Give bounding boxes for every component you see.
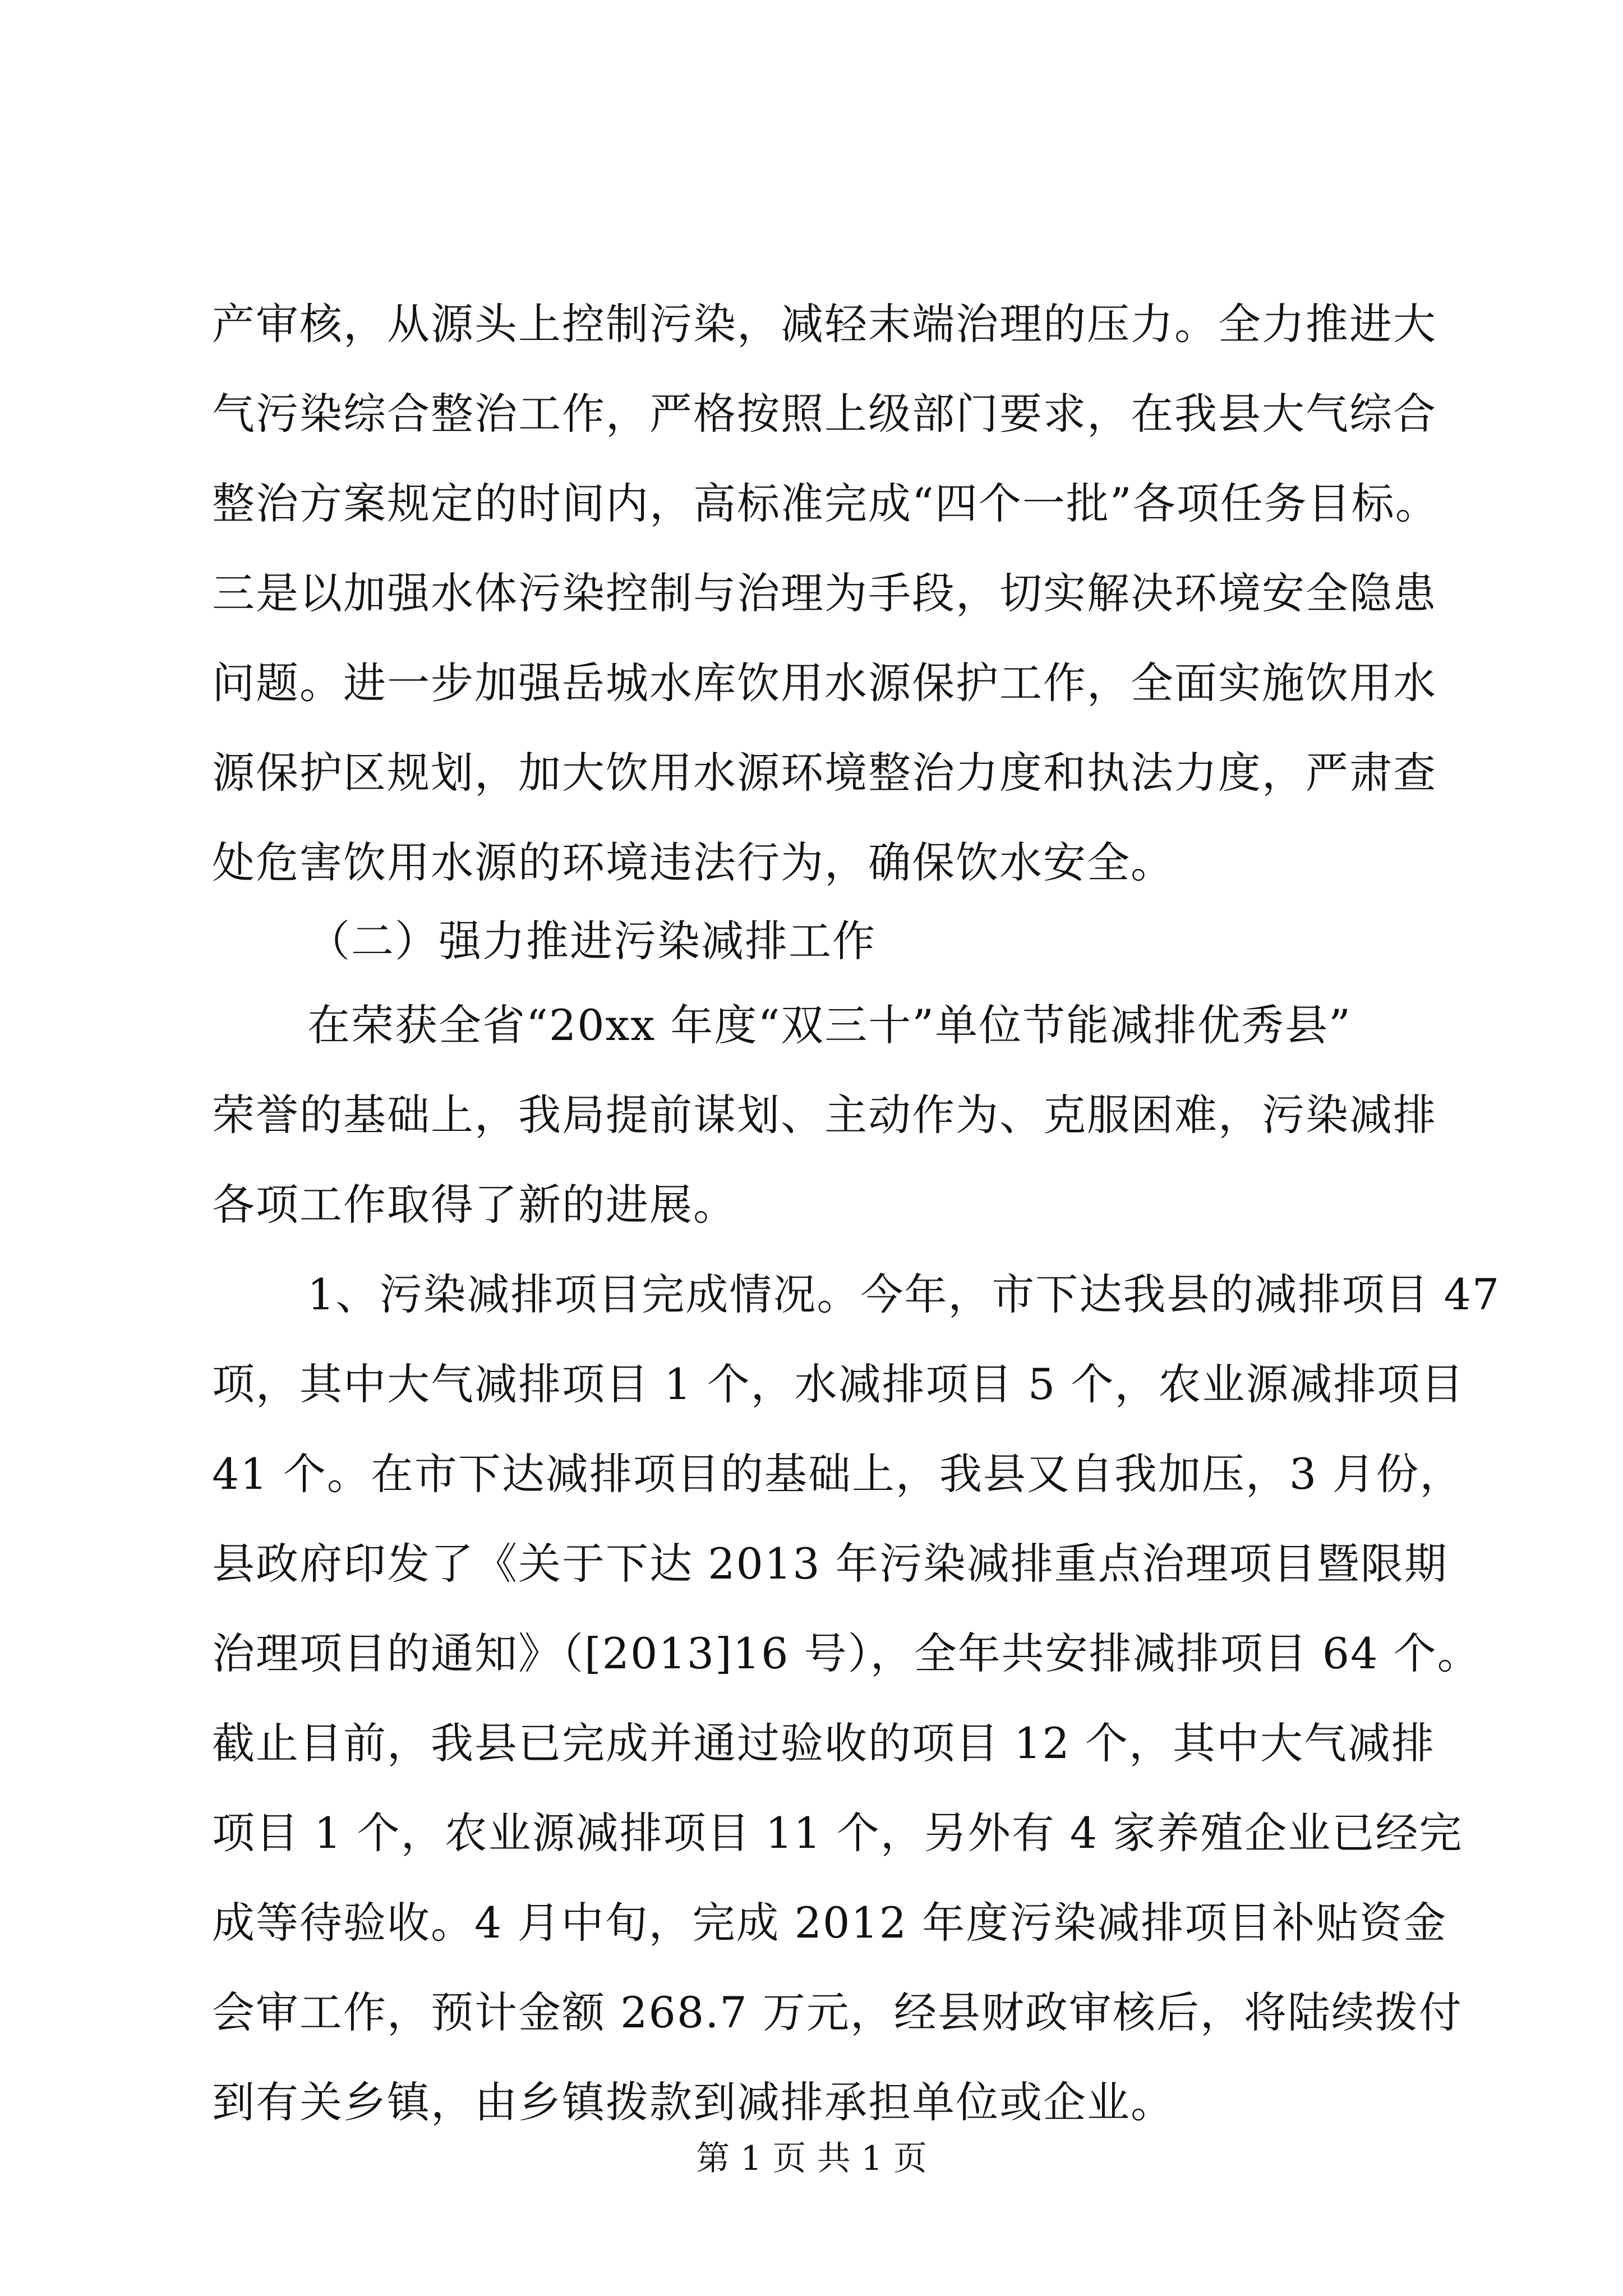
- text-line: 成等待验收。4 月中旬，完成 2012 年度污染减排项目补贴资金: [212, 1898, 1447, 1948]
- text-line: 处危害饮用水源的环境违法行为，确保饮水安全。: [212, 838, 1174, 887]
- text-line: 项目 1 个，农业源减排项目 11 个，另外有 4 家养殖企业已经完: [212, 1808, 1463, 1858]
- text-line: 三是以加强水体污染控制与治理为手段，切实解决环境安全隐患: [212, 568, 1437, 618]
- text-line: 项，其中大气减排项目 1 个，水减排项目 5 个，农业源减排项目: [212, 1359, 1465, 1409]
- text-line: 气污染综合整治工作，严格按照上级部门要求，在我县大气综合: [212, 389, 1437, 439]
- text-line: 县政府印发了《关于下达 2013 年污染减排重点治理项目暨限期: [212, 1539, 1448, 1589]
- text-line: 问题。进一步加强岳城水库饮用水源保护工作，全面实施饮用水: [212, 658, 1437, 708]
- page-footer: 第 1 页 共 1 页: [696, 2139, 927, 2178]
- text-line: 产审核，从源头上控制污染，减轻末端治理的压力。全力推进大: [212, 299, 1437, 349]
- text-line: 荣誉的基础上，我局提前谋划、主动作为、克服困难，污染减排: [212, 1090, 1437, 1140]
- section-heading: （二）强力推进污染减排工作: [307, 916, 876, 966]
- text-line: 整治方案规定的时间内，高标准完成“四个一批”各项任务目标。: [212, 478, 1439, 528]
- text-line: 截止目前，我县已完成并通过验收的项目 12 个，其中大气减排: [212, 1718, 1436, 1768]
- text-line: 源保护区规划，加大饮用水源环境整治力度和执法力度，严肃查: [212, 748, 1437, 798]
- text-line: 治理项目的通知》（[2013]16 号），全年共安排减排项目 64 个。: [212, 1628, 1481, 1678]
- text-line: 在荣获全省“20xx 年度“双三十”单位节能减排优秀县”: [307, 1000, 1352, 1050]
- text-line: 1、污染减排项目完成情况。今年，市下达我县的减排项目 47: [307, 1269, 1501, 1319]
- text-line: 41 个。在市下达减排项目的基础上，我县又自我加压，3 月份，: [212, 1449, 1464, 1499]
- text-line: 会审工作，预计金额 268.7 万元，经县财政审核后，将陆续拨付: [212, 1987, 1463, 2037]
- text-line: 各项工作取得了新的进展。: [212, 1180, 737, 1230]
- text-line: 到有关乡镇，由乡镇拨款到减排承担单位或企业。: [212, 2077, 1174, 2127]
